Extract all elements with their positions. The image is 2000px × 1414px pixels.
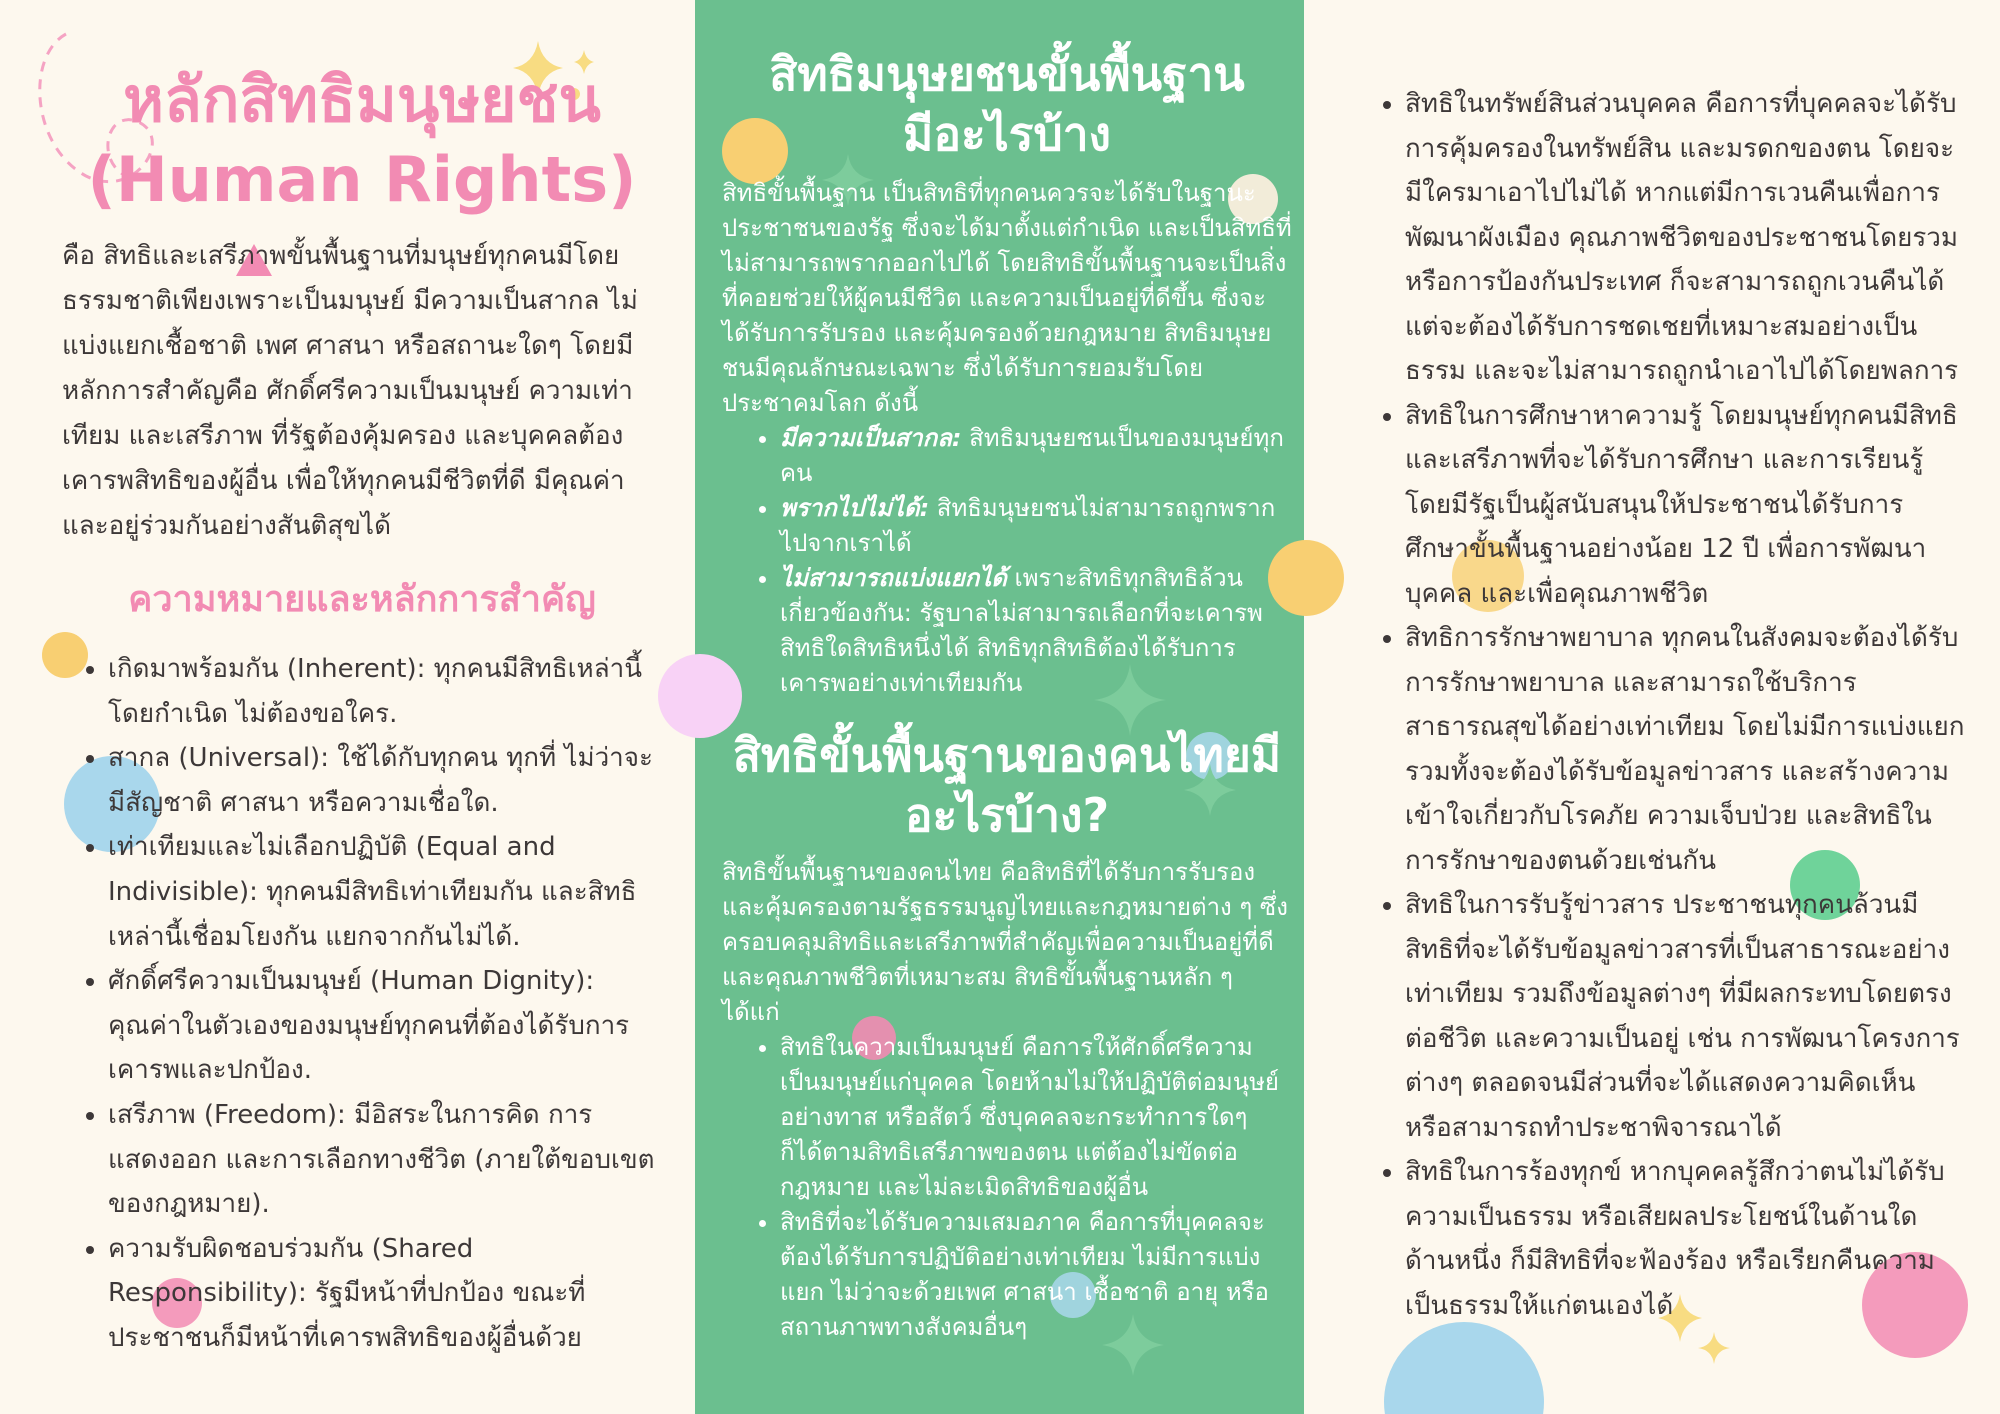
list-item: • สิทธิที่จะได้รับความเสมอภาค คือการที่บุคคลจะต้องได้รับการปฏิบัติอย่างเท่าเทียม ไม่มีการแบ่งแยก ไม่ว่าจะด้วยเพศ ศาสนา เชื้อชาติ อายุ หรือสถานภาพทางสังคมอื่นๆ: [780, 1205, 1292, 1345]
intro-paragraph: คือ สิทธิและเสรีภาพขั้นพื้นฐานที่มนุษย์ทุกคนมีโดยธรรมชาติเพียงเพราะเป็นมนุษย์ มีความเป็นสากล ไม่แบ่งแยกเชื้อชาติ เพศ ศาสนา หรือสถานะใดๆ โดยมีหลักการสำคัญคือ ศักดิ์ศรีความเป็นมนุษย์ ความเท่าเทียม และเสรีภาพ ที่รัฐต้องคุ้มครอง และบุคคลต้องเคารพสิทธิของผู้อื่น เพื่อให้ทุกคนมีชีวิตที่ดี มีคุณค่า และอยู่ร่วมกันอย่างสันติสุขได้: [62, 241, 638, 541]
list-item: • เท่าเทียมและไม่เลือกปฏิบัติ (Equal and Indivisible): ทุกคนมีสิทธิเท่าเทียมกัน และสิทธิเหล่านี้เชื่อมโยงกัน แยกจากกันไม่ได้.: [108, 825, 662, 959]
page-title: [62, 60, 662, 220]
heading-line-1: สิทธิมนุษยชนขั้นพื้นฐาน: [769, 47, 1245, 101]
list-item: • ศักดิ์ศรีความเป็นมนุษย์ (Human Dignity): คุณค่าในตัวเองของมนุษย์ทุกคนที่ต้องได้รับการเคารพและปกป้อง.: [108, 959, 662, 1093]
basic-rights-paragraph: สิทธิขั้นพื้นฐาน เป็นสิทธิที่ทุกคนควรจะได้รับในฐานะประชาชนของรัฐ ซึ่งจะได้มาตั้งแต่กำเนิด และเป็นสิทธิที่ไม่สามารถพรากออกไปได้ โดยสิทธิขั้นพื้นฐานจะเป็นสิ่งที่คอยช่วยให้ผู้คนมีชีวิต และความเป็นอยู่ที่ดีขึ้น ซึ่งจะได้รับการรับรอง และคุ้มครองด้วยกฎหมาย สิทธิมนุษยชนมีคุณลักษณะเฉพาะ ซึ่งได้รับการยอมรับโดยประชาคมโลก ดังนี้: [722, 179, 1292, 417]
list-item: • สากล (Universal): ใช้ได้กับทุกคน ทุกที่ ไม่ว่าจะมีสัญชาติ ศาสนา หรือความเชื่อใด.: [108, 736, 662, 825]
trait-text: สิทธิมนุษยชนเป็นของมนุษย์ทุกคน: [780, 424, 1284, 487]
traits-list: [722, 421, 1292, 701]
list-item: • สิทธิการรักษาพยาบาล ทุกคนในสังคมจะต้องได้รับการรักษาพยาบาล และสามารถใช้บริการสาธารณสุขได้อย่างเท่าเทียม โดยไม่มีการแบ่งแยก รวมทั้งจะต้องได้รับข้อมูลข่าวสาร และสร้างความเข้าใจเกี่ยวกับโรคภัย ความเจ็บป่วย และสิทธิในการรักษาของตนด้วยเช่นกัน: [1405, 616, 1965, 883]
title-line-1: หลักสิทธิมนุษยชน: [123, 63, 601, 136]
list-item: [780, 421, 1292, 491]
heading-line-2: มีอะไรบ้าง: [903, 107, 1111, 161]
trait-term: พรากไปไม่ได้:: [780, 494, 930, 522]
principles-list: [62, 647, 662, 1361]
thai-rights-heading: [722, 725, 1292, 845]
heading-line-2: อะไรบ้าง?: [904, 788, 1110, 842]
thai-rights-paragraph: สิทธิขั้นพื้นฐานของคนไทย คือสิทธิที่ได้รับการรับรองและคุ้มครองตามรัฐธรรมนูญไทยและกฎหมายต่าง ๆ ซึ่งครอบคลุมสิทธิและเสรีภาพที่สำคัญเพื่อความเป็นอยู่ที่ดีและคุณภาพชีวิตที่เหมาะสม สิทธิขั้นพื้นฐานหลัก ๆ ได้แก่: [722, 858, 1288, 1026]
heading-line-1: สิทธิขั้นพื้นฐานของคนไทยมี: [732, 728, 1282, 782]
title-line-2: (Human Rights): [87, 143, 637, 216]
list-item: • สิทธิในการร้องทุกข์ หากบุคคลรู้สึกว่าตนไม่ได้รับความเป็นธรรม หรือเสียผลประโยชน์ในด้านใดด้านหนึ่ง ก็มีสิทธิที่จะฟ้องร้อง หรือเรียกคืนความเป็นธรรมให้แก่ตนเองได้: [1405, 1150, 1965, 1328]
trait-text: เพราะสิทธิทุกสิทธิล้วนเกี่ยวข้องกัน: รัฐบาลไม่สามารถเลือกที่จะเคารพสิทธิใดสิทธิหนึ่งได้ สิทธิทุกสิทธิต้องได้รับการเคารพอย่างเท่าเทียมกัน: [780, 564, 1263, 697]
list-item: • เกิดมาพร้อมกัน (Inherent): ทุกคนมีสิทธิเหล่านี้โดยกำเนิด ไม่ต้องขอใคร.: [108, 647, 662, 736]
trait-term: มีความเป็นสากล:: [780, 424, 962, 452]
basic-rights-heading: [722, 44, 1292, 164]
list-item: • สิทธิในการศึกษาหาความรู้ โดยมนุษย์ทุกคนมีสิทธิและเสรีภาพที่จะได้รับการศึกษา และการเรียนรู้ โดยมีรัฐเป็นผู้สนับสนุนให้ประชาชนได้รับการศึกษาขั้นพื้นฐานอย่างน้อย 12 ปี เพื่อการพัฒนาบุคคล และเพื่อคุณภาพชีวิต: [1405, 394, 1965, 617]
section-heading-meaning: ความหมายและหลักการสำคัญ: [128, 579, 596, 620]
thai-rights-list: [722, 1030, 1292, 1345]
right-column: [1365, 82, 1965, 1328]
trait-text: สิทธิมนุษยชนไม่สามารถถูกพรากไปจากเราได้: [780, 494, 1276, 557]
rights-list: [1365, 82, 1965, 1328]
list-item: • สิทธิในการรับรู้ข่าวสาร ประชาชนทุกคนล้วนมีสิทธิที่จะได้รับข้อมูลข่าวสารที่เป็นสาธารณะอย่างเท่าเทียม รวมถึงข้อมูลต่างๆ ที่มีผลกระทบโดยตรงต่อชีวิต และความเป็นอยู่ เช่น การพัฒนาโครงการต่างๆ ตลอดจนมีส่วนที่จะได้แสดงความคิดเห็น หรือสามารถทำประชาพิจารณาได้: [1405, 883, 1965, 1150]
trait-term: ไม่สามารถแบ่งแยกได้: [780, 564, 1007, 592]
list-item: • ความรับผิดชอบร่วมกัน (Shared Responsibility): รัฐมีหน้าที่ปกป้อง ขณะที่ประชาชนก็มีหน้าที่เคารพสิทธิของผู้อื่นด้วย: [108, 1227, 662, 1361]
list-item: • สิทธิในทรัพย์สินส่วนบุคคล คือการที่บุคคลจะได้รับการคุ้มครองในทรัพย์สิน และมรดกของตน โดยจะมีใครมาเอาไปไม่ได้ หากแต่มีการเวนคืนเพื่อการพัฒนาผังเมือง คุณภาพชีวิตของประชาชนโดยรวม หรือการป้องกันประเทศ ก็จะสามารถถูกเวนคืนได้ แต่จะต้องได้รับการชดเชยที่เหมาะสมอย่างเป็นธรรม และจะไม่สามารถถูกนำเอาไปได้โดยพลการ: [1405, 82, 1965, 394]
list-item: [780, 491, 1292, 561]
blue-dot-decoration: [1384, 1322, 1544, 1414]
list-item: [780, 561, 1292, 701]
middle-column: [722, 44, 1292, 1345]
list-item: • เสรีภาพ (Freedom): มีอิสระในการคิด การแสดงออก และการเลือกทางชีวิต (ภายใต้ขอบเขตของกฎหมาย).: [108, 1093, 662, 1227]
list-item: • สิทธิในความเป็นมนุษย์ คือการให้ศักดิ์ศรีความเป็นมนุษย์แก่บุคคล โดยห้ามไม่ให้ปฏิบัติต่อมนุษย์อย่างทาส หรือสัตว์ ซึ่งบุคคลจะกระทำการใดๆ ก็ได้ตามสิทธิเสรีภาพของตน แต่ต้องไม่ขัดต่อกฎหมาย และไม่ละเมิดสิทธิของผู้อื่น: [780, 1030, 1292, 1205]
left-column: [62, 60, 662, 1361]
